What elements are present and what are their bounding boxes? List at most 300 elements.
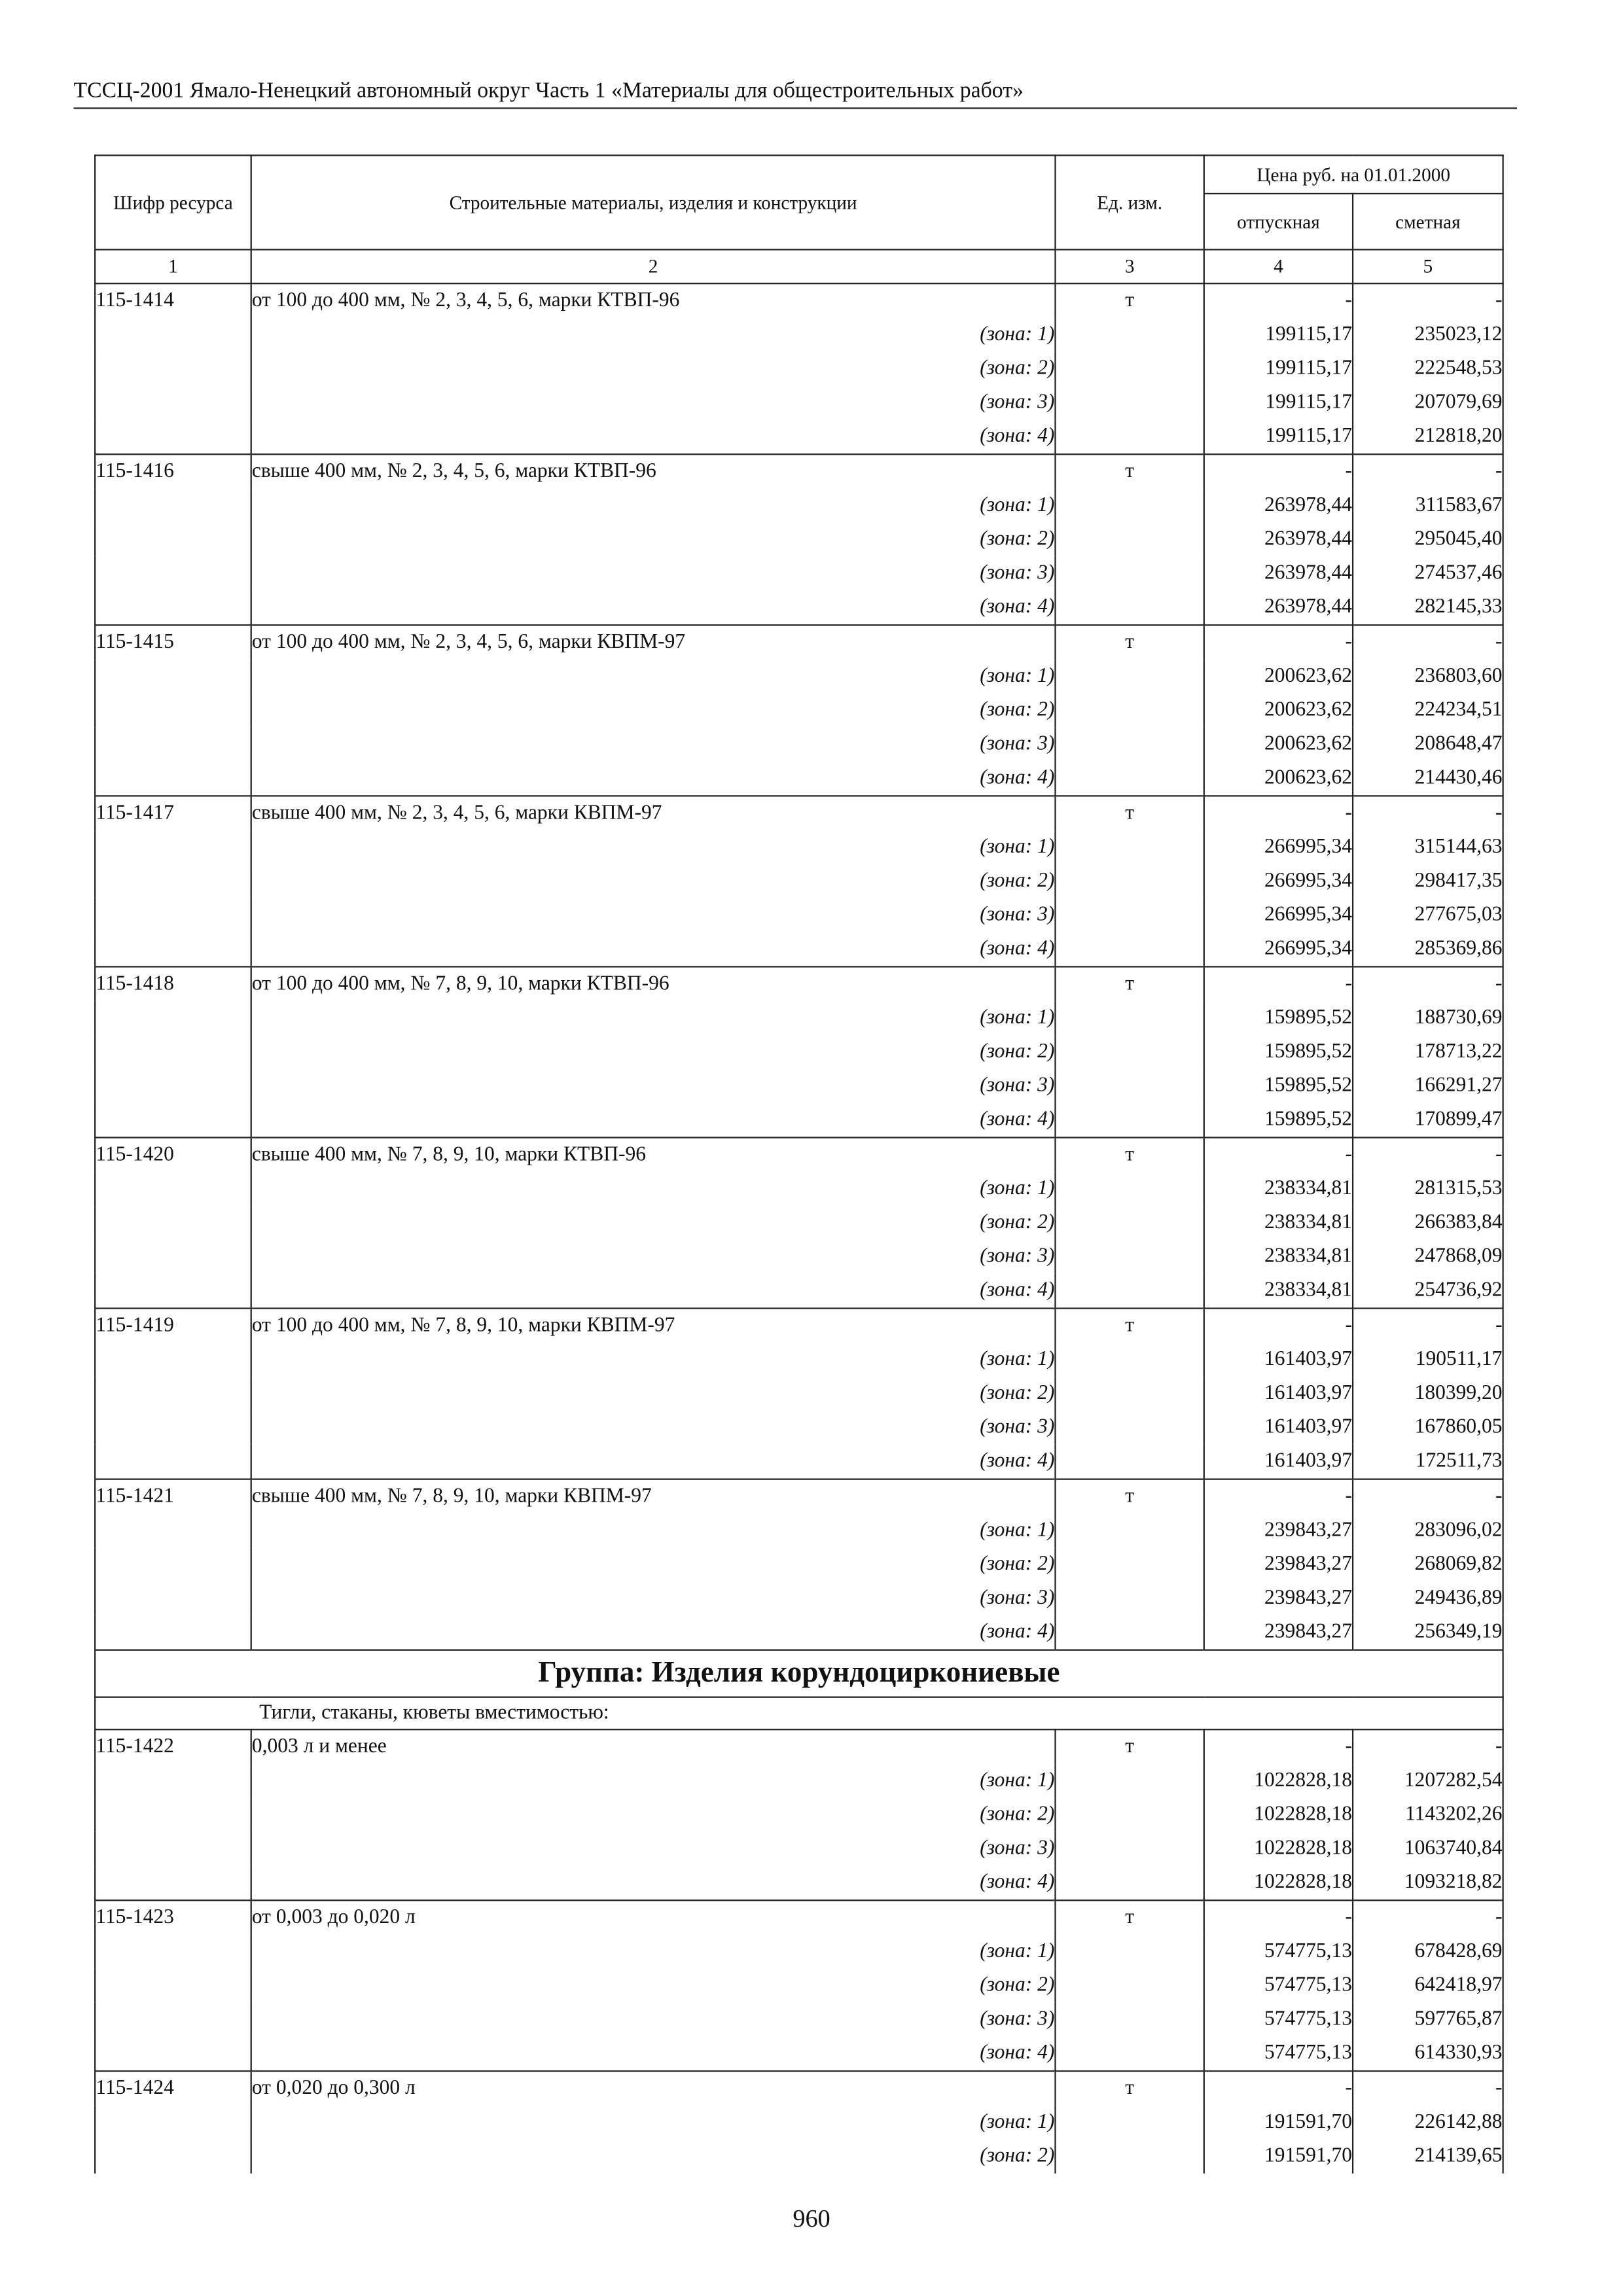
- resource-name: свыше 400 мм, № 2, 3, 4, 5, 6, марки КВПМ-97: [251, 796, 1056, 830]
- resource-name: свыше 400 мм, № 2, 3, 4, 5, 6, марки КТВП-96: [251, 454, 1056, 489]
- zone-label: (зона: 2): [251, 2140, 1056, 2174]
- header-code: Шифр ресурса: [95, 155, 251, 249]
- empty-cell: [1055, 1832, 1204, 1866]
- zone-label: (зона: 4): [251, 1274, 1056, 1309]
- empty-cell: [95, 489, 251, 523]
- zone-label: (зона: 1): [251, 830, 1056, 864]
- estimate-price: 1093218,82: [1353, 1865, 1503, 1900]
- empty-cell: [95, 1935, 251, 1969]
- resource-unit: т: [1055, 1729, 1204, 1764]
- zone-label: (зона: 3): [251, 1240, 1056, 1274]
- zone-label: (зона: 2): [251, 1969, 1056, 2003]
- zone-row: [95, 1206, 1503, 1240]
- estimate-price: -: [1353, 1309, 1503, 1343]
- estimate-price: -: [1353, 1729, 1503, 1764]
- empty-cell: [1055, 1935, 1204, 1969]
- empty-cell: [95, 2036, 251, 2071]
- zone-row: [95, 1581, 1503, 1616]
- zone-row: [95, 1764, 1503, 1798]
- estimate-price: 166291,27: [1353, 1069, 1503, 1103]
- release-price: 239843,27: [1204, 1514, 1353, 1548]
- empty-cell: [95, 1581, 251, 1616]
- empty-cell: [95, 1514, 251, 1548]
- table-row: [95, 1729, 1503, 1764]
- empty-cell: [95, 2140, 251, 2174]
- estimate-price: 226142,88: [1353, 2106, 1503, 2140]
- zone-row: [95, 1445, 1503, 1479]
- release-price: 238334,81: [1204, 1206, 1353, 1240]
- release-price: 161403,97: [1204, 1343, 1353, 1377]
- resource-unit: т: [1055, 2071, 1204, 2106]
- empty-cell: [1055, 318, 1204, 352]
- empty-cell: [95, 830, 251, 864]
- release-price: 263978,44: [1204, 489, 1353, 523]
- zone-row: [95, 1069, 1503, 1103]
- release-price: 266995,34: [1204, 830, 1353, 864]
- release-price: 200623,62: [1204, 728, 1353, 762]
- table-row: [95, 1479, 1503, 1514]
- zone-label: (зона: 3): [251, 1069, 1056, 1103]
- column-number: 3: [1055, 249, 1204, 283]
- release-price: -: [1204, 1900, 1353, 1935]
- zone-label: (зона: 3): [251, 557, 1056, 591]
- resource-unit: т: [1055, 625, 1204, 660]
- empty-cell: [1055, 1343, 1204, 1377]
- release-price: -: [1204, 966, 1353, 1001]
- empty-cell: [1055, 1764, 1204, 1798]
- empty-cell: [95, 557, 251, 591]
- empty-cell: [95, 1069, 251, 1103]
- empty-cell: [1055, 2003, 1204, 2037]
- zone-label: (зона: 3): [251, 1581, 1056, 1616]
- estimate-price: 214139,65: [1353, 2140, 1503, 2174]
- release-price: -: [1204, 1138, 1353, 1173]
- header-estimate: сметная: [1353, 194, 1503, 250]
- estimate-price: 172511,73: [1353, 1445, 1503, 1479]
- group-title-row: [95, 1650, 1503, 1697]
- release-price: 161403,97: [1204, 1377, 1353, 1411]
- zone-label: (зона: 3): [251, 1832, 1056, 1866]
- estimate-price: 597765,87: [1353, 2003, 1503, 2037]
- estimate-price: 266383,84: [1353, 1206, 1503, 1240]
- zone-label: (зона: 4): [251, 1445, 1056, 1479]
- release-price: -: [1204, 1309, 1353, 1343]
- release-price: 199115,17: [1204, 386, 1353, 420]
- resource-code: 115-1415: [95, 625, 251, 660]
- resource-code: 115-1420: [95, 1138, 251, 1173]
- release-price: 1022828,18: [1204, 1865, 1353, 1900]
- empty-cell: [95, 1764, 251, 1798]
- zone-label: (зона: 1): [251, 1343, 1056, 1377]
- release-price: 263978,44: [1204, 557, 1353, 591]
- empty-cell: [1055, 2140, 1204, 2174]
- subgroup-row: [95, 1697, 1503, 1730]
- table-row: [95, 1900, 1503, 1935]
- zone-row: [95, 2106, 1503, 2140]
- estimate-price: 274537,46: [1353, 557, 1503, 591]
- empty-cell: [1055, 1865, 1204, 1900]
- table-row: [95, 1138, 1503, 1173]
- empty-cell: [95, 898, 251, 932]
- release-price: 1022828,18: [1204, 1832, 1353, 1866]
- resource-item: [95, 454, 1503, 625]
- empty-cell: [95, 1206, 251, 1240]
- estimate-price: 178713,22: [1353, 1035, 1503, 1069]
- release-price: 574775,13: [1204, 1935, 1353, 1969]
- resource-unit: т: [1055, 1138, 1204, 1173]
- empty-cell: [1055, 352, 1204, 386]
- column-number: 5: [1353, 249, 1503, 283]
- table-row: [95, 966, 1503, 1001]
- empty-cell: [1055, 932, 1204, 967]
- group-block: [95, 1650, 1503, 1730]
- estimate-price: 678428,69: [1353, 1935, 1503, 1969]
- empty-cell: [95, 1865, 251, 1900]
- resource-item: [95, 1138, 1503, 1309]
- empty-cell: [95, 523, 251, 557]
- release-price: 200623,62: [1204, 694, 1353, 728]
- resource-code: 115-1422: [95, 1729, 251, 1764]
- empty-cell: [95, 590, 251, 625]
- estimate-price: 298417,35: [1353, 864, 1503, 898]
- resource-unit: т: [1055, 454, 1204, 489]
- table-row: [95, 625, 1503, 660]
- table-row: [95, 796, 1503, 830]
- release-price: 161403,97: [1204, 1445, 1353, 1479]
- zone-row: [95, 728, 1503, 762]
- empty-cell: [1055, 419, 1204, 454]
- estimate-price: -: [1353, 2071, 1503, 2106]
- estimate-price: 642418,97: [1353, 1969, 1503, 2003]
- zone-row: [95, 1377, 1503, 1411]
- zone-label: (зона: 4): [251, 932, 1056, 967]
- release-price: 1022828,18: [1204, 1798, 1353, 1832]
- empty-cell: [95, 2106, 251, 2140]
- resource-item: [95, 1309, 1503, 1479]
- empty-cell: [1055, 1103, 1204, 1138]
- release-price: 266995,34: [1204, 898, 1353, 932]
- empty-cell: [95, 694, 251, 728]
- resource-code: 115-1423: [95, 1900, 251, 1935]
- empty-cell: [95, 864, 251, 898]
- subgroup-title: Тигли, стаканы, кюветы вместимостью:: [95, 1697, 1503, 1730]
- empty-cell: [1055, 762, 1204, 796]
- estimate-price: 268069,82: [1353, 1547, 1503, 1581]
- release-price: 199115,17: [1204, 318, 1353, 352]
- resource-code: 115-1416: [95, 454, 251, 489]
- zone-label: (зона: 2): [251, 694, 1056, 728]
- zone-row: [95, 1103, 1503, 1138]
- release-price: 238334,81: [1204, 1240, 1353, 1274]
- zone-label: (зона: 4): [251, 1865, 1056, 1900]
- resource-code: 115-1417: [95, 796, 251, 830]
- zone-row: [95, 932, 1503, 967]
- resource-code: 115-1421: [95, 1479, 251, 1514]
- estimate-price: 1063740,84: [1353, 1832, 1503, 1866]
- estimate-price: 277675,03: [1353, 898, 1503, 932]
- estimate-price: 285369,86: [1353, 932, 1503, 967]
- zone-label: (зона: 2): [251, 352, 1056, 386]
- zone-label: (зона: 1): [251, 2106, 1056, 2140]
- zone-row: [95, 898, 1503, 932]
- empty-cell: [95, 1172, 251, 1206]
- empty-cell: [1055, 728, 1204, 762]
- release-price: 161403,97: [1204, 1411, 1353, 1445]
- estimate-price: 256349,19: [1353, 1616, 1503, 1650]
- zone-row: [95, 1411, 1503, 1445]
- empty-cell: [1055, 1240, 1204, 1274]
- zone-label: (зона: 1): [251, 1172, 1056, 1206]
- zone-row: [95, 523, 1503, 557]
- resource-name: от 100 до 400 мм, № 7, 8, 9, 10, марки КТВП-96: [251, 966, 1056, 1001]
- empty-cell: [95, 1343, 251, 1377]
- estimate-price: 212818,20: [1353, 419, 1503, 454]
- estimate-price: 315144,63: [1353, 830, 1503, 864]
- zone-label: (зона: 3): [251, 898, 1056, 932]
- empty-cell: [95, 419, 251, 454]
- release-price: 574775,13: [1204, 2003, 1353, 2037]
- zone-label: (зона: 2): [251, 1547, 1056, 1581]
- estimate-price: 283096,02: [1353, 1514, 1503, 1548]
- estimate-price: -: [1353, 454, 1503, 489]
- empty-cell: [1055, 1969, 1204, 2003]
- resource-name: от 0,003 до 0,020 л: [251, 1900, 1056, 1935]
- empty-cell: [1055, 2106, 1204, 2140]
- estimate-price: 170899,47: [1353, 1103, 1503, 1138]
- empty-cell: [1055, 557, 1204, 591]
- resource-name: свыше 400 мм, № 7, 8, 9, 10, марки КТВП-96: [251, 1138, 1056, 1173]
- zone-row: [95, 590, 1503, 625]
- empty-cell: [1055, 1616, 1204, 1650]
- estimate-price: 1207282,54: [1353, 1764, 1503, 1798]
- resource-item: [95, 796, 1503, 966]
- release-price: -: [1204, 2071, 1353, 2106]
- estimate-price: 614330,93: [1353, 2036, 1503, 2071]
- empty-cell: [95, 1001, 251, 1035]
- empty-cell: [1055, 1206, 1204, 1240]
- resource-unit: т: [1055, 1479, 1204, 1514]
- empty-cell: [95, 1377, 251, 1411]
- empty-cell: [1055, 864, 1204, 898]
- estimate-price: 208648,47: [1353, 728, 1503, 762]
- estimate-price: -: [1353, 966, 1503, 1001]
- resource-unit: т: [1055, 283, 1204, 318]
- release-price: 191591,70: [1204, 2106, 1353, 2140]
- empty-cell: [95, 1798, 251, 1832]
- resource-unit: т: [1055, 1900, 1204, 1935]
- resource-name: от 100 до 400 мм, № 2, 3, 4, 5, 6, марки КВПМ-97: [251, 625, 1056, 660]
- zone-row: [95, 762, 1503, 796]
- zone-label: (зона: 1): [251, 1935, 1056, 1969]
- estimate-price: 190511,17: [1353, 1343, 1503, 1377]
- release-price: 200623,62: [1204, 660, 1353, 694]
- zone-row: [95, 352, 1503, 386]
- zone-row: [95, 1935, 1503, 1969]
- empty-cell: [1055, 660, 1204, 694]
- release-price: -: [1204, 625, 1353, 660]
- empty-cell: [1055, 1172, 1204, 1206]
- estimate-price: -: [1353, 625, 1503, 660]
- zone-row: [95, 1832, 1503, 1866]
- release-price: 574775,13: [1204, 1969, 1353, 2003]
- empty-cell: [1055, 1274, 1204, 1309]
- estimate-price: 254736,92: [1353, 1274, 1503, 1309]
- zone-label: (зона: 2): [251, 1206, 1056, 1240]
- estimate-price: -: [1353, 1900, 1503, 1935]
- zone-label: (зона: 1): [251, 489, 1056, 523]
- release-price: 266995,34: [1204, 932, 1353, 967]
- empty-cell: [1055, 1514, 1204, 1548]
- zone-label: (зона: 4): [251, 590, 1056, 625]
- empty-cell: [1055, 1001, 1204, 1035]
- estimate-price: 295045,40: [1353, 523, 1503, 557]
- estimate-price: -: [1353, 283, 1503, 318]
- zone-row: [95, 318, 1503, 352]
- zone-row: [95, 2036, 1503, 2071]
- zone-row: [95, 864, 1503, 898]
- zone-label: (зона: 2): [251, 1377, 1056, 1411]
- column-number: 1: [95, 249, 251, 283]
- release-price: -: [1204, 796, 1353, 830]
- resource-item: [95, 2071, 1503, 2173]
- empty-cell: [95, 352, 251, 386]
- empty-cell: [1055, 2036, 1204, 2071]
- release-price: 191591,70: [1204, 2140, 1353, 2174]
- zone-label: (зона: 3): [251, 728, 1056, 762]
- resource-item: [95, 1900, 1503, 2071]
- empty-cell: [1055, 1377, 1204, 1411]
- release-price: -: [1204, 283, 1353, 318]
- zone-label: (зона: 1): [251, 318, 1056, 352]
- resource-name: свыше 400 мм, № 7, 8, 9, 10, марки КВПМ-97: [251, 1479, 1056, 1514]
- estimate-price: 247868,09: [1353, 1240, 1503, 1274]
- zone-label: (зона: 2): [251, 864, 1056, 898]
- zone-row: [95, 1240, 1503, 1274]
- estimate-price: 167860,05: [1353, 1411, 1503, 1445]
- release-price: -: [1204, 1729, 1353, 1764]
- zone-row: [95, 419, 1503, 454]
- resource-item: [95, 283, 1503, 454]
- estimate-price: 281315,53: [1353, 1172, 1503, 1206]
- estimate-price: 1143202,26: [1353, 1798, 1503, 1832]
- empty-cell: [95, 1035, 251, 1069]
- release-price: 199115,17: [1204, 352, 1353, 386]
- release-price: 263978,44: [1204, 590, 1353, 625]
- release-price: 239843,27: [1204, 1616, 1353, 1650]
- resource-item: [95, 625, 1503, 796]
- zone-row: [95, 489, 1503, 523]
- empty-cell: [1055, 1069, 1204, 1103]
- zone-row: [95, 1865, 1503, 1900]
- zone-row: [95, 830, 1503, 864]
- empty-cell: [95, 1832, 251, 1866]
- resource-unit: т: [1055, 1309, 1204, 1343]
- empty-cell: [95, 1240, 251, 1274]
- empty-cell: [95, 762, 251, 796]
- zone-label: (зона: 3): [251, 386, 1056, 420]
- zone-row: [95, 1547, 1503, 1581]
- zone-label: (зона: 2): [251, 1798, 1056, 1832]
- empty-cell: [95, 386, 251, 420]
- zone-label: (зона: 4): [251, 762, 1056, 796]
- empty-cell: [95, 318, 251, 352]
- resource-name: от 100 до 400 мм, № 7, 8, 9, 10, марки КВПМ-97: [251, 1309, 1056, 1343]
- header-price: Цена руб. на 01.01.2000: [1204, 155, 1503, 194]
- zone-label: (зона: 3): [251, 2003, 1056, 2037]
- estimate-price: 222548,53: [1353, 352, 1503, 386]
- empty-cell: [95, 1274, 251, 1309]
- empty-cell: [1055, 1035, 1204, 1069]
- release-price: 159895,52: [1204, 1103, 1353, 1138]
- estimate-price: 207079,69: [1353, 386, 1503, 420]
- release-price: 238334,81: [1204, 1172, 1353, 1206]
- empty-cell: [1055, 523, 1204, 557]
- running-header: ТССЦ-2001 Ямало-Ненецкий автономный округ Часть 1 «Материалы для общестроительных работ»: [74, 78, 1517, 109]
- resource-item: [95, 966, 1503, 1137]
- resource-unit: т: [1055, 796, 1204, 830]
- estimate-price: 311583,67: [1353, 489, 1503, 523]
- zone-row: [95, 1172, 1503, 1206]
- resource-name: 0,003 л и менее: [251, 1729, 1056, 1764]
- header-release: отпускная: [1204, 194, 1353, 250]
- zone-label: (зона: 1): [251, 1764, 1056, 1798]
- empty-cell: [1055, 1411, 1204, 1445]
- empty-cell: [1055, 830, 1204, 864]
- resource-unit: т: [1055, 966, 1204, 1001]
- resource-code: 115-1424: [95, 2071, 251, 2106]
- page-number: 960: [793, 2204, 830, 2233]
- table-row: [95, 1309, 1503, 1343]
- zone-label: (зона: 2): [251, 523, 1056, 557]
- release-price: -: [1204, 1479, 1353, 1514]
- empty-cell: [95, 1411, 251, 1445]
- estimate-price: 214430,46: [1353, 762, 1503, 796]
- column-number: 4: [1204, 249, 1353, 283]
- resource-item: [95, 1479, 1503, 1650]
- zone-row: [95, 2003, 1503, 2037]
- empty-cell: [95, 1445, 251, 1479]
- zone-label: (зона: 4): [251, 419, 1056, 454]
- zone-row: [95, 1274, 1503, 1309]
- estimate-price: 236803,60: [1353, 660, 1503, 694]
- estimate-price: 188730,69: [1353, 1001, 1503, 1035]
- price-table: [94, 154, 1504, 2173]
- zone-label: (зона: 4): [251, 1103, 1056, 1138]
- zone-label: (зона: 3): [251, 1411, 1056, 1445]
- zone-row: [95, 1798, 1503, 1832]
- resource-code: 115-1419: [95, 1309, 251, 1343]
- empty-cell: [95, 2003, 251, 2037]
- release-price: 239843,27: [1204, 1581, 1353, 1616]
- zone-row: [95, 1969, 1503, 2003]
- zone-label: (зона: 1): [251, 660, 1056, 694]
- empty-cell: [1055, 1581, 1204, 1616]
- estimate-price: 224234,51: [1353, 694, 1503, 728]
- column-number: 2: [251, 249, 1056, 283]
- table-row: [95, 454, 1503, 489]
- release-price: 159895,52: [1204, 1069, 1353, 1103]
- zone-row: [95, 1514, 1503, 1548]
- estimate-price: 282145,33: [1353, 590, 1503, 625]
- empty-cell: [1055, 386, 1204, 420]
- resource-item: [95, 1729, 1503, 1900]
- resource-code: 115-1418: [95, 966, 251, 1001]
- empty-cell: [95, 1103, 251, 1138]
- zone-row: [95, 386, 1503, 420]
- zone-row: [95, 660, 1503, 694]
- estimate-price: -: [1353, 796, 1503, 830]
- table-row: [95, 283, 1503, 318]
